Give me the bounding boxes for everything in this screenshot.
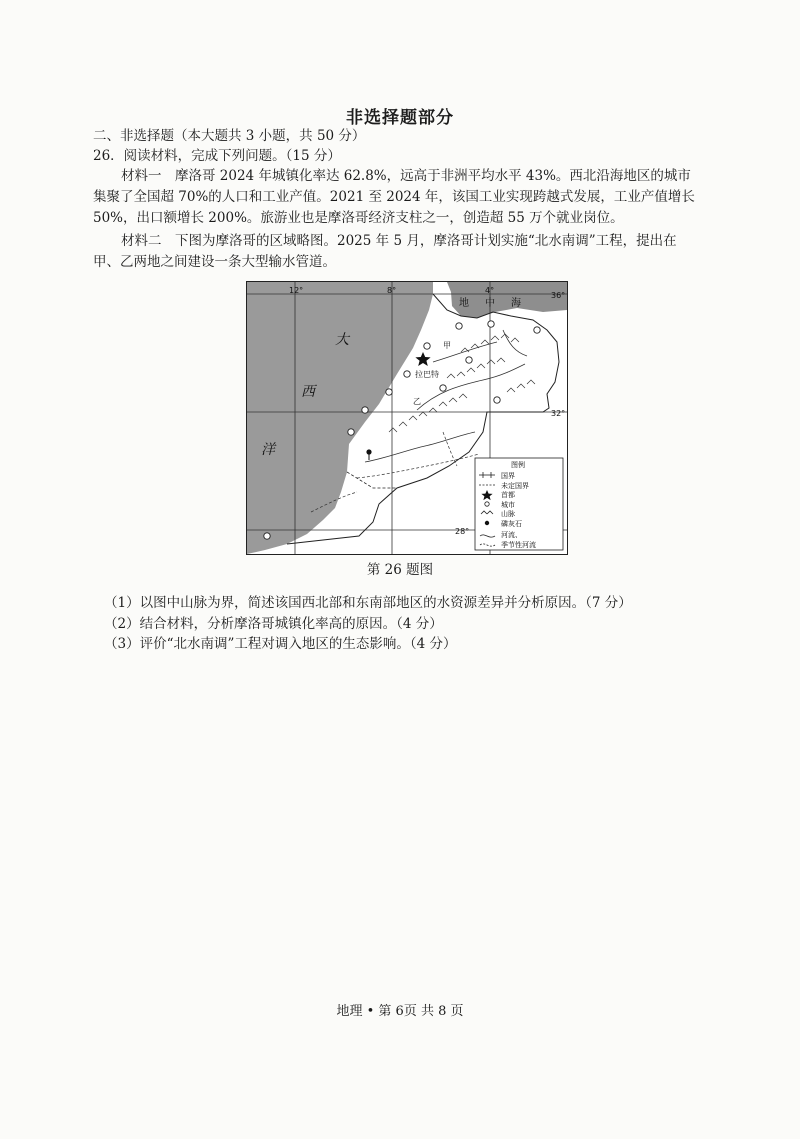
lon-label-8: 8° <box>387 286 397 295</box>
lat-label-32: 32° <box>551 409 566 418</box>
question-header: 26．阅读材料，完成下列问题。（15 分） <box>93 148 341 164</box>
legend-item-border: 国界 <box>501 472 515 480</box>
disputed-border <box>347 472 397 488</box>
legend-item-river: 河流、 <box>501 531 522 539</box>
capital-star <box>415 352 430 366</box>
question-2: （2）结合材料，分析摩洛哥城镇化率高的原因。（4 分） <box>104 616 443 632</box>
legend-item-phosphate: 磷灰石 <box>501 520 522 528</box>
question-1: （1）以图中山脉为界，简述该国西北部和东南部地区的水资源差异并分析原因。（7 分） <box>104 595 632 611</box>
question-3: （3）评价“北水南调”工程对调入地区的生态影响。（4 分） <box>104 636 457 652</box>
legend-item-disputed: 未定国界 <box>501 482 529 490</box>
material1-line3: 50%，出口额增长 200%。旅游业也是摩洛哥经济支柱之一，创造超 55 万个就业岗位。 <box>93 210 624 226</box>
ocean-label-2: 西 <box>301 384 315 400</box>
lat-label-28: 28° <box>455 527 470 536</box>
ocean-label-3: 洋 <box>261 442 275 458</box>
lon-label-4: 4° <box>485 286 495 295</box>
map-legend <box>475 458 563 550</box>
sea-label-1: 地 <box>459 298 469 309</box>
capital-label: 拉巴特 <box>415 370 439 379</box>
lon-label-12: 12° <box>289 286 304 295</box>
atlantic-ocean <box>247 282 433 554</box>
legend-item-city: 城市 <box>501 501 515 509</box>
legend-title: 图例 <box>511 461 525 469</box>
material1-line1: 材料一 摩洛哥 2024 年城镇化率达 62.8%，远高于非洲平均水平 43%。西北沿海地区的城市 <box>121 168 691 184</box>
point-jia-label: 甲 <box>443 341 451 350</box>
point-yi-label: 乙 <box>413 397 421 406</box>
figure-caption: 第 26 题图 <box>366 562 434 578</box>
lat-label-36: 36° <box>551 291 566 300</box>
ocean-label-1: 大 <box>335 332 349 348</box>
morocco-map <box>246 281 568 555</box>
phosphate-marker <box>366 449 371 460</box>
legend-item-mountain: 山脉 <box>501 510 515 518</box>
legend-item-seasonal-river: 季节性河流 <box>501 541 536 549</box>
legend-item-capital: 首都 <box>501 491 515 499</box>
page-title: 非选择题部分 <box>346 108 454 128</box>
material2-line1: 材料二 下图为摩洛哥的区域略图。2025 年 5 月，摩洛哥计划实施“北水南调”工程，提出在 <box>121 233 677 249</box>
material1-line2: 集聚了全国超 70%的人口和工业产值。2021 至 2024 年，该国工业实现跨越式发展，工业产值增长 <box>93 189 695 205</box>
page-footer: 地理 • 第 6页 共 8 页 <box>336 1004 464 1019</box>
sea-label-3: 海 <box>511 298 521 309</box>
material2-line2: 甲、乙两地之间建设一条大型输水管道。 <box>93 254 336 270</box>
part-header: 二、非选择题（本大题共 3 小题，共 50 分） <box>93 128 366 144</box>
sea-label-2: 中 <box>485 298 495 309</box>
map-svg <box>247 282 567 554</box>
